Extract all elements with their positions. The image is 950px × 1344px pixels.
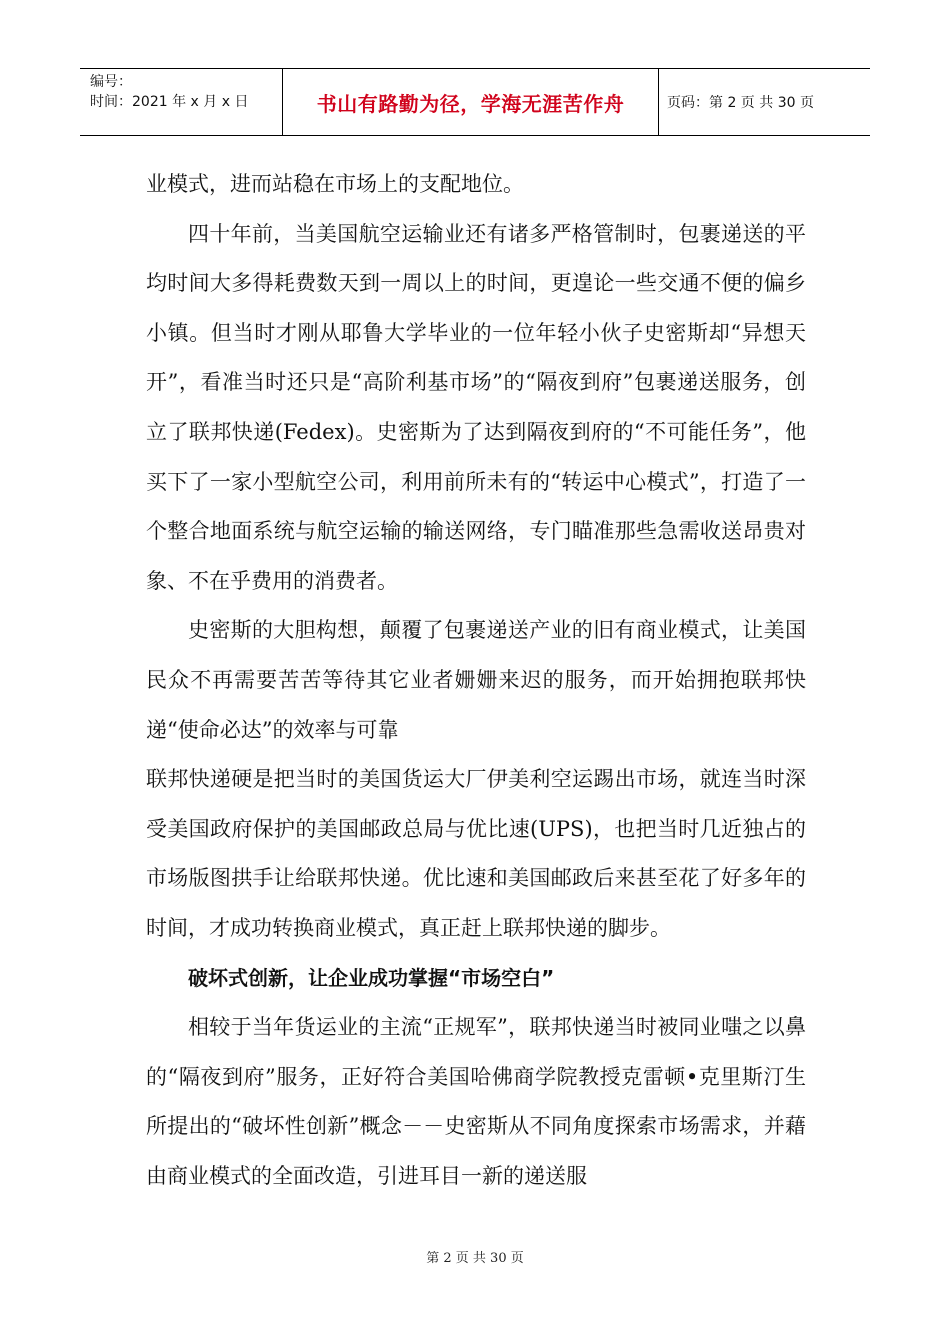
paragraph-continuation: 业模式，进而站稳在市场上的支配地位。 [146, 172, 524, 196]
paragraph: 四十年前，当美国航空运输业还有诸多严格管制时，包裹递送的平均时间大多得耗费数天到一周以上的时间，更遑论一些交通不便的偏乡小镇。但当时才刚从耶鲁大学毕业的一位年轻小伙子史密斯却“异想天开”，看准当时还只是“高阶利基市场”的“隔夜到府”包裹递送服务，创立了联邦快递(Fedex)。史密斯为了达到隔夜到府的“不可能任务”，他买下了一家小型航空公司，利用前所未有的“转运中心模式”，打造了一个整合地面系统与航空运输的输送网络，专门瞄准那些急需收送昂贵对象、不在乎费用的消费者。 [146, 221, 806, 593]
paragraph: 史密斯的大胆构想，颠覆了包裹递送产业的旧有商业模式，让美国民众不再需要苦苦等待其它业者姗姗来迟的服务，而开始拥抱联邦快递“使命必达”的效率与可靠 [146, 618, 806, 742]
section-heading: 破坏式创新，让企业成功掌握“市场空白” [188, 965, 555, 990]
page-header [80, 68, 870, 136]
page-footer: 第 2 页 共 30 页 [426, 1251, 524, 1266]
paragraph: 联邦快递硬是把当时的美国货运大厂伊美利空运踢出市场，就连当时深受美国政府保护的美国邮政总局与优比速(UPS)，也把当时几近独占的市场版图拱手让给联邦快递。优比速和美国邮政后来甚至花了好多年的时间，才成功转换商业模式，真正赶上联邦快递的脚步。 [146, 767, 806, 940]
header-meta [80, 69, 283, 135]
document-body [146, 160, 806, 1201]
header-motto: 书山有路勤为径，学海无涯苦作舟 [283, 69, 659, 135]
document-date: 时间：2021 年 x 月 x 日 [90, 94, 249, 110]
document-code-label: 编号： [90, 74, 132, 90]
paragraph: 相较于当年货运业的主流“正规军”，联邦快递当时被同业嗤之以鼻的“隔夜到府”服务，正好符合美国哈佛商学院教授克雷顿•克里斯汀生所提出的“破坏性创新”概念－－史密斯从不同角度探索市场需求，并藉由商业模式的全面改造，引进耳目一新的递送服 [146, 1015, 806, 1188]
header-page-number: 页码：第 2 页 共 30 页 [667, 95, 814, 111]
